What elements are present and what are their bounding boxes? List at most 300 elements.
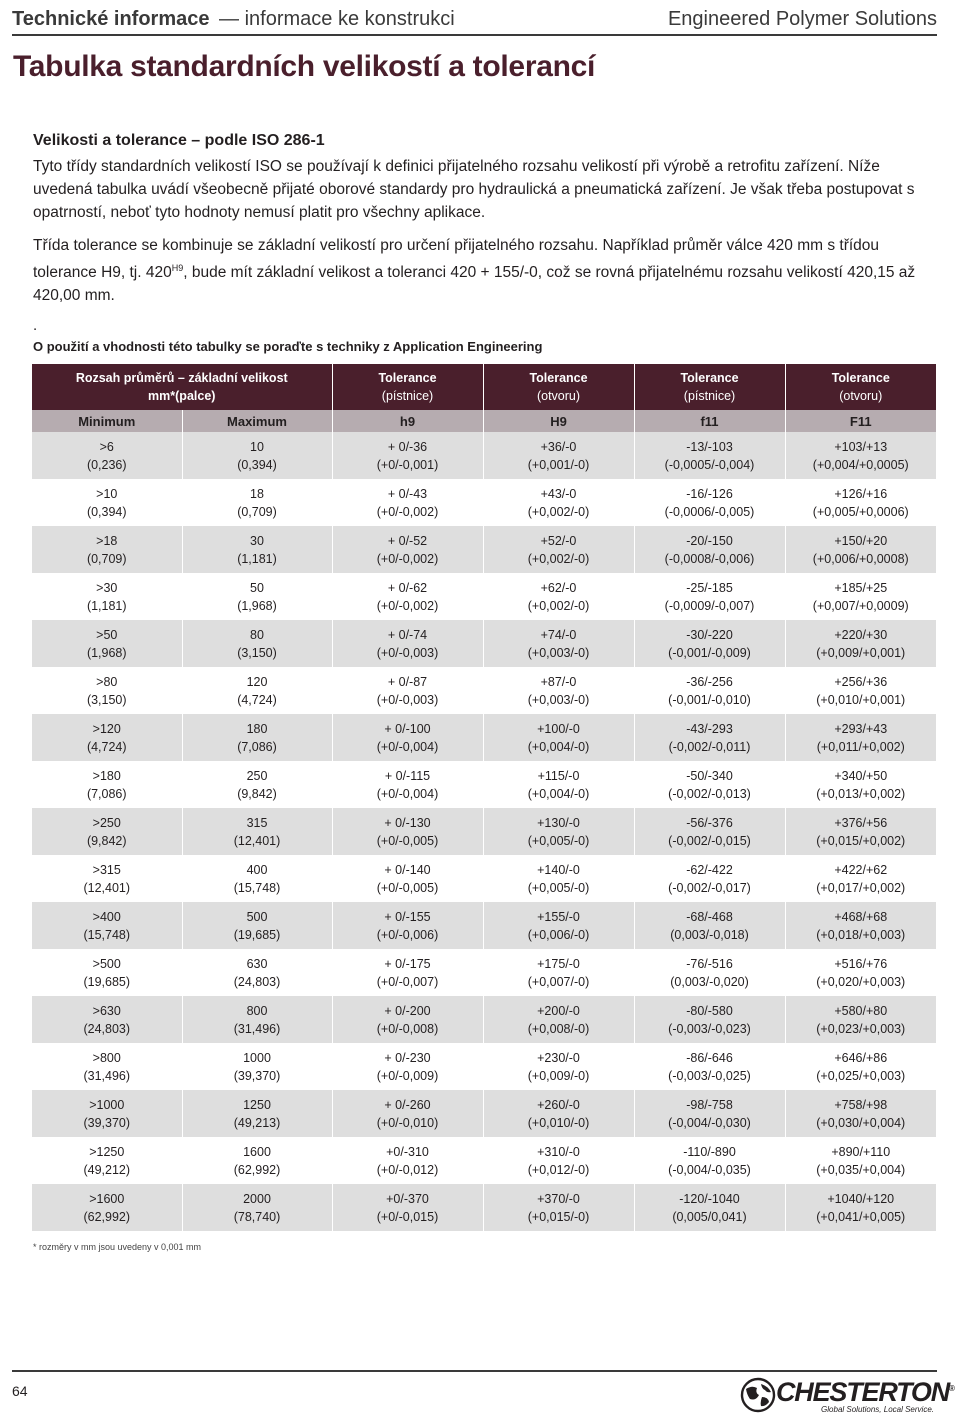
cell-inch-value: (-0,0008/-0,006)	[664, 551, 755, 566]
logo-word: CHESTERTON	[776, 1377, 950, 1407]
h9-cell	[332, 996, 483, 1043]
cell-inch-value: (+0,030/+0,004)	[816, 1115, 906, 1130]
cell-mm-value: +370/-0	[537, 1191, 580, 1206]
cell-mm-value: >400	[92, 909, 121, 924]
cell-inch-value: (31,496)	[83, 1068, 131, 1083]
cell-inch-value: (+0/-0,003)	[376, 645, 439, 660]
cell-inch-value: (-0,004/-0,030)	[668, 1115, 751, 1130]
cell-mm-value: +516/+76	[834, 956, 888, 971]
table-row	[32, 526, 936, 573]
cell-inch-value: (+0/-0,008)	[376, 1021, 439, 1036]
f11-cell	[634, 855, 785, 902]
H9-cell	[483, 714, 634, 761]
cell-inch-value: (+0,005/-0)	[527, 880, 590, 895]
page-title: Tabulka standardních velikostí a tolerancí	[13, 50, 596, 83]
cell-mm-value: +0/-310	[386, 1144, 429, 1159]
cell-inch-value: (0,394)	[237, 457, 277, 472]
cell-mm-value: >250	[92, 815, 121, 830]
cell-inch-value: (19,685)	[233, 927, 281, 942]
cell-inch-value: (+0,007/-0)	[527, 974, 590, 989]
cell-inch-value: (+0,002/-0)	[527, 504, 590, 519]
H9-cell	[483, 479, 634, 526]
F11-cell	[785, 996, 936, 1043]
cell-mm-value: 500	[246, 909, 268, 924]
cell-inch-value: (+0/-0,015)	[376, 1209, 439, 1224]
max-cell	[182, 1090, 332, 1137]
max-cell	[182, 855, 332, 902]
cell-inch-value: (24,803)	[233, 974, 281, 989]
tolerance-table	[32, 364, 936, 1231]
cell-inch-value: (12,401)	[233, 833, 281, 848]
cell-mm-value: +580/+80	[834, 1003, 888, 1018]
F11-cell	[785, 761, 936, 808]
cell-inch-value: (+0,006/+0,0008)	[812, 551, 909, 566]
footer-rule	[12, 1370, 937, 1372]
cell-mm-value: + 0/-230	[384, 1050, 431, 1065]
cell-mm-value: + 0/-36	[387, 439, 428, 454]
cell-mm-value: -56/-376	[686, 815, 733, 830]
min-cell	[32, 902, 182, 949]
cell-mm-value: +0/-370	[386, 1191, 429, 1206]
cell-mm-value: 1000	[243, 1050, 271, 1065]
cell-inch-value: (3,150)	[86, 692, 127, 707]
cell-mm-value: -68/-468	[686, 909, 733, 924]
cell-mm-value: 10	[250, 439, 264, 454]
cell-mm-value: +646/+86	[834, 1050, 888, 1065]
cell-mm-value: +115/-0	[537, 768, 580, 783]
cell-inch-value: (1,968)	[237, 598, 277, 613]
cell-inch-value: (+0,004/-0)	[527, 739, 590, 754]
cell-mm-value: +74/-0	[540, 627, 577, 642]
example-paragraph-part-a: Třída tolerance se kombinuje se základní velikostí pro určení přijatelného rozsahu. Například průměr válce 420 mm s třídou tolerance H9, tj. 420	[33, 237, 880, 282]
running-header-brand: Engineered Polymer Solutions	[667, 7, 937, 30]
registered-mark: ®	[949, 1384, 954, 1393]
cell-mm-value: +175/-0	[537, 956, 580, 971]
cell-mm-value: -25/-185	[686, 580, 733, 595]
cell-mm-value: >500	[92, 956, 121, 971]
h9-cell	[332, 667, 483, 714]
cell-inch-value: (+0/-0,005)	[376, 833, 439, 848]
cell-mm-value: 50	[250, 580, 264, 595]
tolerance-superscript: H9	[171, 263, 184, 273]
cell-mm-value: >30	[96, 580, 118, 595]
h9-cell	[332, 949, 483, 996]
f11-cell	[634, 902, 785, 949]
cell-inch-value: (9,842)	[86, 833, 127, 848]
range-header-line1: Rozsah průměrů – základní velikost	[75, 371, 288, 385]
min-cell	[32, 1043, 182, 1090]
H9-cell	[483, 526, 634, 573]
min-cell	[32, 1090, 182, 1137]
table-row	[32, 1184, 936, 1231]
cell-mm-value: 18	[250, 486, 264, 501]
table-note: O použití a vhodnosti této tabulky se poraďte s techniky z Application Engineering	[33, 339, 543, 355]
cell-inch-value: (+0,006/-0)	[527, 927, 590, 942]
cell-mm-value: +422/+62	[834, 862, 888, 877]
cell-mm-value: +103/+13	[834, 439, 888, 454]
min-cell	[32, 1137, 182, 1184]
cell-inch-value: (+0,008/-0)	[527, 1021, 590, 1036]
intro-section	[33, 132, 938, 364]
cell-inch-value: (+0/-0,003)	[376, 692, 439, 707]
F11-cell	[785, 526, 936, 573]
cell-mm-value: + 0/-260	[384, 1097, 431, 1112]
cell-mm-value: >6	[99, 439, 114, 454]
tolerance-header-h9	[332, 364, 483, 410]
max-cell	[182, 902, 332, 949]
cell-mm-value: -80/-580	[686, 1003, 733, 1018]
F11-cell	[785, 949, 936, 996]
cell-inch-value: (9,842)	[237, 786, 277, 801]
cell-inch-value: (+0,003/-0)	[527, 645, 590, 660]
cell-inch-value: (+0,003/-0)	[527, 692, 590, 707]
tolerance-header-title: Tolerance	[680, 371, 739, 385]
F11-cell	[785, 855, 936, 902]
cell-mm-value: +200/-0	[537, 1003, 580, 1018]
H9-cell	[483, 761, 634, 808]
table-row	[32, 855, 936, 902]
F11-cell	[785, 714, 936, 761]
cell-mm-value: +87/-0	[540, 674, 577, 689]
cell-inch-value: (49,213)	[233, 1115, 281, 1130]
F11-cell	[785, 1184, 936, 1231]
table-row	[32, 996, 936, 1043]
tolerance-header-title: Tolerance	[831, 371, 890, 385]
cell-inch-value: (-0,003/-0,023)	[668, 1021, 751, 1036]
H9-cell	[483, 902, 634, 949]
max-cell	[182, 573, 332, 620]
f11-cell	[634, 714, 785, 761]
table-row	[32, 808, 936, 855]
cell-mm-value: +230/-0	[537, 1050, 580, 1065]
cell-inch-value: (+0/-0,006)	[376, 927, 439, 942]
cell-inch-value: (+0,012/-0)	[527, 1162, 590, 1177]
f11-cell	[634, 667, 785, 714]
min-cell	[32, 761, 182, 808]
cell-inch-value: (-0,0005/-0,004)	[664, 457, 755, 472]
H9-cell	[483, 667, 634, 714]
tolerance-header-sub: (otvoru)	[839, 389, 883, 403]
running-header	[12, 4, 937, 36]
minimum-header: Minimum	[32, 410, 182, 432]
max-cell	[182, 479, 332, 526]
cell-mm-value: -86/-646	[686, 1050, 733, 1065]
H9-cell	[483, 432, 634, 479]
min-cell	[32, 714, 182, 761]
cell-mm-value: -120/-1040	[679, 1191, 740, 1206]
cell-mm-value: -30/-220	[686, 627, 733, 642]
max-cell	[182, 1184, 332, 1231]
cell-inch-value: (62,992)	[233, 1162, 281, 1177]
example-paragraph-part-b: , bude mít základní velikost a toleranci 420 + 155/-0, což se rovná přijatelnému rozsahu velikostí 420,15 až 420,00 mm.	[33, 264, 916, 305]
cell-mm-value: -20/-150	[686, 533, 733, 548]
cell-inch-value: (+0,023/+0,003)	[816, 1021, 906, 1036]
F11-cell	[785, 573, 936, 620]
tolerance-header-H9	[483, 364, 634, 410]
cell-inch-value: (0,709)	[237, 504, 277, 519]
cell-inch-value: (+0,017/+0,002)	[816, 880, 906, 895]
H9-cell	[483, 620, 634, 667]
cell-inch-value: (+0,020/+0,003)	[816, 974, 906, 989]
cell-inch-value: (4,724)	[86, 739, 127, 754]
cell-inch-value: (+0/-0,012)	[376, 1162, 439, 1177]
f11-cell	[634, 573, 785, 620]
cell-mm-value: +185/+25	[834, 580, 888, 595]
cell-mm-value: +150/+20	[834, 533, 888, 548]
footnote: * rozměry v mm jsou uvedeny v 0,001 mm	[33, 1242, 202, 1252]
logo-tagline: Global Solutions, Local Service.	[821, 1405, 934, 1414]
H9-cell	[483, 949, 634, 996]
cell-mm-value: +256/+36	[834, 674, 888, 689]
chesterton-logo	[740, 1376, 954, 1416]
cell-inch-value: (+0,025/+0,003)	[816, 1068, 906, 1083]
cell-mm-value: -16/-126	[686, 486, 733, 501]
cell-mm-value: +376/+56	[834, 815, 888, 830]
code-header-F11: F11	[785, 410, 936, 432]
F11-cell	[785, 432, 936, 479]
table-body	[32, 432, 936, 1231]
cell-inch-value: (+0,035/+0,004)	[816, 1162, 906, 1177]
f11-cell	[634, 949, 785, 996]
min-cell	[32, 808, 182, 855]
f11-cell	[634, 1090, 785, 1137]
cell-inch-value: (1,181)	[237, 551, 277, 566]
cell-inch-value: (+0/-0,007)	[376, 974, 439, 989]
cell-mm-value: -98/-758	[686, 1097, 733, 1112]
cell-inch-value: (49,212)	[83, 1162, 131, 1177]
cell-mm-value: + 0/-43	[387, 486, 428, 501]
cell-inch-value: (0,709)	[86, 551, 127, 566]
max-cell	[182, 949, 332, 996]
max-cell	[182, 808, 332, 855]
cell-inch-value: (-0,003/-0,025)	[668, 1068, 751, 1083]
cell-mm-value: + 0/-62	[387, 580, 428, 595]
running-header-section-rest: — informace ke konstrukci	[219, 7, 455, 30]
f11-cell	[634, 1043, 785, 1090]
H9-cell	[483, 855, 634, 902]
min-cell	[32, 573, 182, 620]
cell-mm-value: +890/+110	[831, 1144, 891, 1159]
cell-inch-value: (+0,009/+0,001)	[816, 645, 906, 660]
cell-mm-value: +260/-0	[537, 1097, 580, 1112]
cell-inch-value: (0,005/0,041)	[672, 1209, 747, 1224]
h9-cell	[332, 902, 483, 949]
cell-mm-value: + 0/-115	[384, 768, 431, 783]
cell-mm-value: +155/-0	[537, 909, 580, 924]
min-cell	[32, 855, 182, 902]
tolerance-header-sub: (pístnice)	[381, 389, 434, 403]
min-cell	[32, 620, 182, 667]
cell-inch-value: (-0,001/-0,010)	[668, 692, 751, 707]
tolerance-header-f11	[634, 364, 785, 410]
cell-inch-value: (-0,002/-0,017)	[668, 880, 751, 895]
min-cell	[32, 949, 182, 996]
f11-cell	[634, 808, 785, 855]
max-cell	[182, 667, 332, 714]
cell-inch-value: (+0/-0,004)	[376, 786, 439, 801]
table-row	[32, 573, 936, 620]
cell-mm-value: >120	[92, 721, 121, 736]
cell-mm-value: 400	[246, 862, 268, 877]
cell-mm-value: +126/+16	[834, 486, 888, 501]
max-cell	[182, 761, 332, 808]
section-title: Velikosti a tolerance – podle ISO 286-1	[33, 132, 325, 149]
cell-mm-value: 120	[246, 674, 268, 689]
cell-inch-value: (+0,004/+0,0005)	[812, 457, 909, 472]
cell-inch-value: (+0,018/+0,003)	[816, 927, 906, 942]
cell-inch-value: (15,748)	[83, 927, 131, 942]
cell-mm-value: 315	[246, 815, 268, 830]
cell-inch-value: (+0,041/+0,005)	[816, 1209, 906, 1224]
cell-inch-value: (0,236)	[86, 457, 127, 472]
cell-inch-value: (0,003/-0,020)	[670, 974, 749, 989]
cell-inch-value: (+0/-0,010)	[376, 1115, 439, 1130]
cell-inch-value: (+0/-0,002)	[376, 551, 439, 566]
cell-mm-value: +340/+50	[834, 768, 888, 783]
maximum-header: Maximum	[182, 410, 332, 432]
globe-icon	[740, 1377, 776, 1413]
cell-mm-value: +100/-0	[537, 721, 580, 736]
cell-inch-value: (+0,002/-0)	[527, 598, 590, 613]
cell-mm-value: -76/-516	[686, 956, 733, 971]
cell-inch-value: (+0,010/+0,001)	[816, 692, 906, 707]
h9-cell	[332, 714, 483, 761]
cell-inch-value: (+0/-0,001)	[376, 457, 439, 472]
f11-cell	[634, 526, 785, 573]
cell-mm-value: -110/-890	[683, 1144, 736, 1159]
cell-mm-value: + 0/-175	[384, 956, 431, 971]
max-cell	[182, 432, 332, 479]
cell-mm-value: -13/-103	[686, 439, 733, 454]
cell-mm-value: +140/-0	[537, 862, 580, 877]
min-cell	[32, 432, 182, 479]
table-row	[32, 714, 936, 761]
cell-mm-value: 30	[250, 533, 264, 548]
cell-inch-value: (+0,002/-0)	[527, 551, 590, 566]
cell-inch-value: (-0,0006/-0,005)	[664, 504, 755, 519]
h9-cell	[332, 620, 483, 667]
cell-mm-value: 180	[246, 721, 268, 736]
max-cell	[182, 1043, 332, 1090]
cell-mm-value: >315	[92, 862, 121, 877]
cell-inch-value: (+0,010/-0)	[527, 1115, 590, 1130]
F11-cell	[785, 667, 936, 714]
cell-mm-value: +468/+68	[834, 909, 888, 924]
F11-cell	[785, 479, 936, 526]
h9-cell	[332, 1137, 483, 1184]
cell-mm-value: -50/-340	[686, 768, 733, 783]
cell-inch-value: (+0,013/+0,002)	[816, 786, 906, 801]
range-header	[32, 364, 332, 410]
max-cell	[182, 526, 332, 573]
tolerance-header-sub: (pístnice)	[683, 389, 736, 403]
cell-mm-value: >1000	[89, 1097, 125, 1112]
H9-cell	[483, 1137, 634, 1184]
h9-cell	[332, 573, 483, 620]
cell-mm-value: 2000	[243, 1191, 271, 1206]
cell-inch-value: (-0,002/-0,013)	[668, 786, 751, 801]
tolerance-header-F11	[785, 364, 936, 410]
cell-mm-value: 80	[250, 627, 264, 642]
range-header-line2: mm*(palce)	[148, 389, 216, 403]
h9-cell	[332, 526, 483, 573]
min-cell	[32, 667, 182, 714]
cell-mm-value: +130/-0	[537, 815, 580, 830]
cell-mm-value: +310/-0	[537, 1144, 580, 1159]
f11-cell	[634, 1137, 785, 1184]
cell-mm-value: 630	[246, 956, 268, 971]
max-cell	[182, 620, 332, 667]
h9-cell	[332, 479, 483, 526]
cell-inch-value: (62,992)	[83, 1209, 131, 1224]
stray-dot: .	[33, 317, 38, 335]
cell-mm-value: +220/+30	[834, 627, 888, 642]
table-row	[32, 1043, 936, 1090]
h9-cell	[332, 855, 483, 902]
cell-inch-value: (+0/-0,002)	[376, 598, 439, 613]
H9-cell	[483, 573, 634, 620]
cell-inch-value: (7,086)	[237, 739, 277, 754]
max-cell	[182, 714, 332, 761]
min-cell	[32, 996, 182, 1043]
cell-mm-value: +1040/+120	[827, 1191, 895, 1206]
cell-mm-value: +52/-0	[540, 533, 577, 548]
cell-mm-value: >50	[96, 627, 118, 642]
cell-mm-value: + 0/-140	[384, 862, 431, 877]
h9-cell	[332, 1184, 483, 1231]
table-row	[32, 949, 936, 996]
cell-mm-value: >80	[96, 674, 118, 689]
cell-mm-value: +293/+43	[834, 721, 888, 736]
H9-cell	[483, 1043, 634, 1090]
cell-mm-value: + 0/-52	[387, 533, 428, 548]
running-header-section	[12, 8, 455, 31]
cell-inch-value: (+0,005/+0,0006)	[812, 504, 909, 519]
cell-mm-value: >800	[92, 1050, 121, 1065]
cell-inch-value: (15,748)	[233, 880, 281, 895]
cell-mm-value: + 0/-87	[387, 674, 428, 689]
cell-mm-value: 800	[246, 1003, 268, 1018]
h9-cell	[332, 1043, 483, 1090]
min-cell	[32, 1184, 182, 1231]
h9-cell	[332, 432, 483, 479]
table-row	[32, 479, 936, 526]
cell-mm-value: 250	[246, 768, 268, 783]
cell-inch-value: (12,401)	[83, 880, 131, 895]
tolerance-header-title: Tolerance	[529, 371, 588, 385]
cell-inch-value: (7,086)	[86, 786, 127, 801]
H9-cell	[483, 1184, 634, 1231]
f11-cell	[634, 620, 785, 667]
cell-mm-value: >1600	[89, 1191, 125, 1206]
tolerance-header-sub: (otvoru)	[536, 389, 581, 403]
cell-inch-value: (1,181)	[86, 598, 127, 613]
cell-inch-value: (+0,009/-0)	[527, 1068, 590, 1083]
cell-mm-value: >18	[96, 533, 118, 548]
table-row	[32, 1090, 936, 1137]
F11-cell	[785, 902, 936, 949]
f11-cell	[634, 761, 785, 808]
cell-inch-value: (4,724)	[237, 692, 277, 707]
cell-inch-value: (+0,011/+0,002)	[816, 739, 905, 754]
cell-inch-value: (+0/-0,002)	[376, 504, 439, 519]
logo-wordmark	[776, 1377, 954, 1408]
cell-mm-value: 1250	[243, 1097, 271, 1112]
cell-mm-value: -36/-256	[686, 674, 733, 689]
H9-cell	[483, 1090, 634, 1137]
f11-cell	[634, 432, 785, 479]
cell-inch-value: (78,740)	[233, 1209, 281, 1224]
